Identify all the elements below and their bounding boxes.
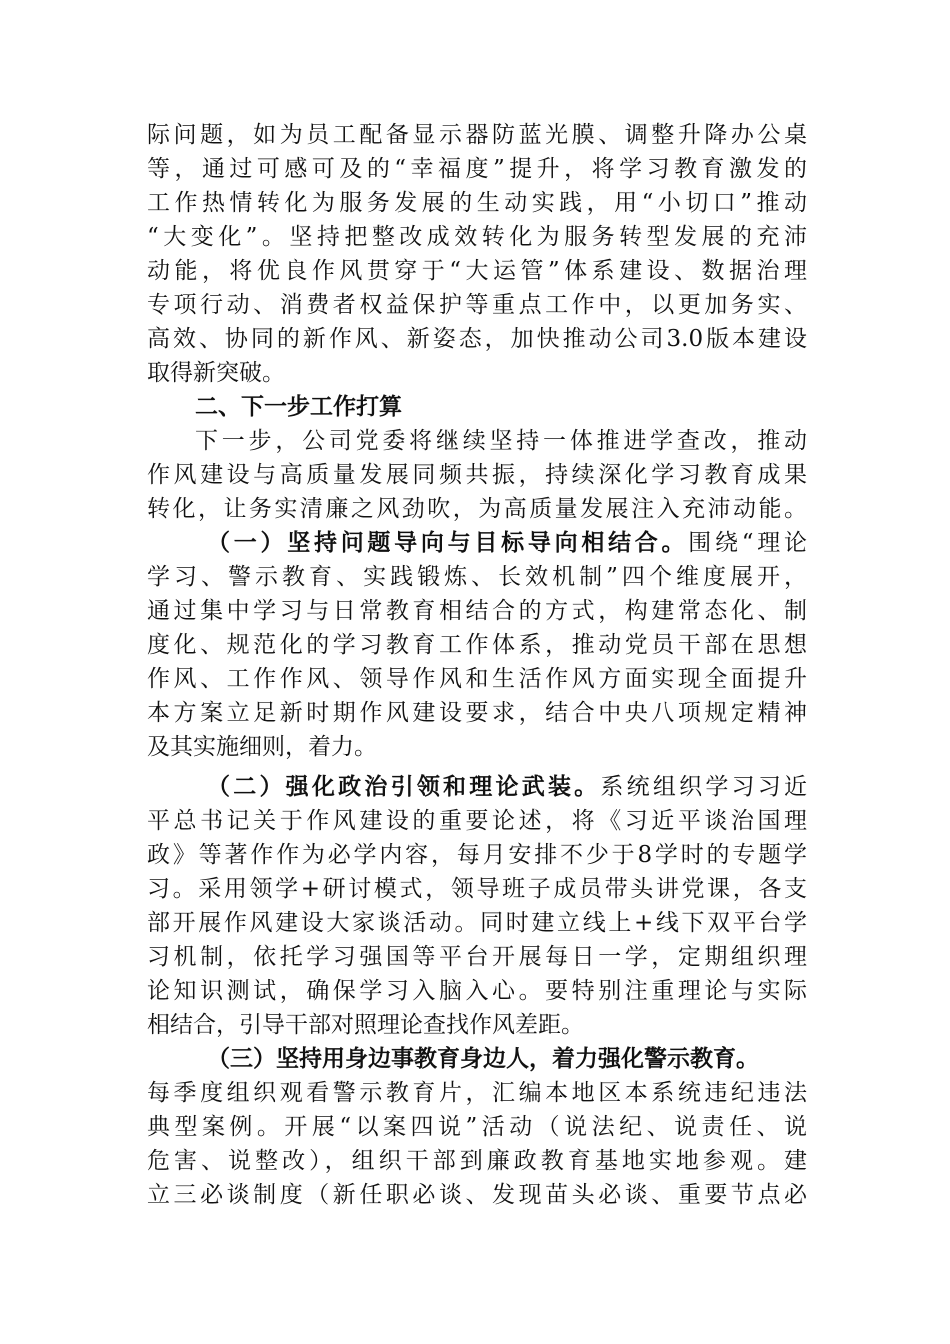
text-line: 危害、说整改），组织干部到廉政教育基地实地参观。建	[147, 1148, 807, 1174]
text-line: 作风建设与高质量发展同频共振，持续深化学习教育成果	[147, 462, 807, 488]
text-line: 通过集中学习与日常教育相结合的方式，构建常态化、制	[147, 598, 807, 624]
text-line: 部开展作风建设大家谈活动。同时建立线上+线下双平台学	[147, 910, 807, 936]
section-3-title: （三）坚持用身边事教育身边人，着力强化警示教育。	[207, 1045, 759, 1072]
text-line: 等，通过可感可及的“幸福度”提升，将学习教育激发的	[147, 156, 807, 182]
text-line: 习机制，依托学习强国等平台开展每日一学，定期组织理	[147, 944, 807, 970]
text-line: 习。采用领学+研讨模式，领导班子成员带头讲党课，各支	[147, 876, 807, 902]
section-3	[147, 1042, 807, 1212]
text-line: 际问题，如为员工配备显示器防蓝光膜、调整升降办公桌	[147, 122, 807, 148]
section-3-first-line	[147, 1042, 807, 1076]
text-line: 典型案例。开展“以案四说”活动（说法纪、说责任、说	[147, 1114, 807, 1140]
document-page	[147, 118, 807, 1212]
text-line: “大变化”。坚持把整改成效转化为服务转型发展的充沛	[147, 224, 807, 250]
text-line: 度化、规范化的学习教育工作体系，推动党员干部在思想	[147, 632, 807, 658]
text-line: 工作热情转化为服务发展的生动实践，用“小切口”推动	[147, 190, 807, 216]
text-line: 本方案立足新时期作风建设要求，结合中央八项规定精神	[147, 700, 807, 726]
text-line: 专项行动、消费者权益保护等重点工作中，以更加务实、	[147, 292, 807, 318]
text-line: 每季度组织观看警示教育片，汇编本地区本系统违纪违法	[147, 1080, 807, 1106]
text-line: 转化，让务实清廉之风劲吹，为高质量发展注入充沛动能。	[147, 496, 807, 522]
section-2-title: （二）强化政治引领和理论武装。	[207, 773, 601, 800]
text-line: 及其实施细则，着力。	[147, 734, 377, 760]
section-heading: 二、下一步工作打算	[195, 394, 402, 420]
section-1	[147, 526, 807, 764]
text-line: 相结合，引导干部对照理论查找作风差距。	[147, 1012, 584, 1038]
section-2-first-line	[147, 770, 807, 804]
section-1-first-line	[147, 526, 807, 560]
section-2	[147, 770, 807, 1042]
text-line: 立三必谈制度（新任职必谈、发现苗头必谈、重要节点必	[147, 1182, 807, 1208]
section-2-first-rest: 系统组织学习习近	[600, 774, 807, 800]
text-line: 下一步，公司党委将继续坚持一体推进学查改，推动	[195, 428, 807, 454]
paragraph-1	[147, 118, 807, 390]
paragraph-2	[147, 424, 807, 526]
text-line: 论知识测试，确保学习入脑入心。要特别注重理论与实际	[147, 978, 807, 1004]
section-1-title: （一）坚持问题导向与目标导向相结合。	[207, 529, 689, 556]
text-line: 学习、警示教育、实践锻炼、长效机制”四个维度展开，	[147, 564, 807, 590]
text-line: 动能，将优良作风贯穿于“大运管”体系建设、数据治理	[147, 258, 807, 284]
text-line: 政》等著作作为必学内容，每月安排不少于8学时的专题学	[147, 842, 807, 868]
section-1-first-rest: 围绕“理论	[688, 530, 807, 556]
text-line: 取得新突破。	[147, 360, 285, 386]
text-line: 作风、工作作风、领导作风和生活作风方面实现全面提升	[147, 666, 807, 692]
text-line: 高效、协同的新作风、新姿态，加快推动公司3.0版本建设	[147, 326, 807, 352]
text-line: 平总书记关于作风建设的重要论述，将《习近平谈治国理	[147, 808, 807, 834]
